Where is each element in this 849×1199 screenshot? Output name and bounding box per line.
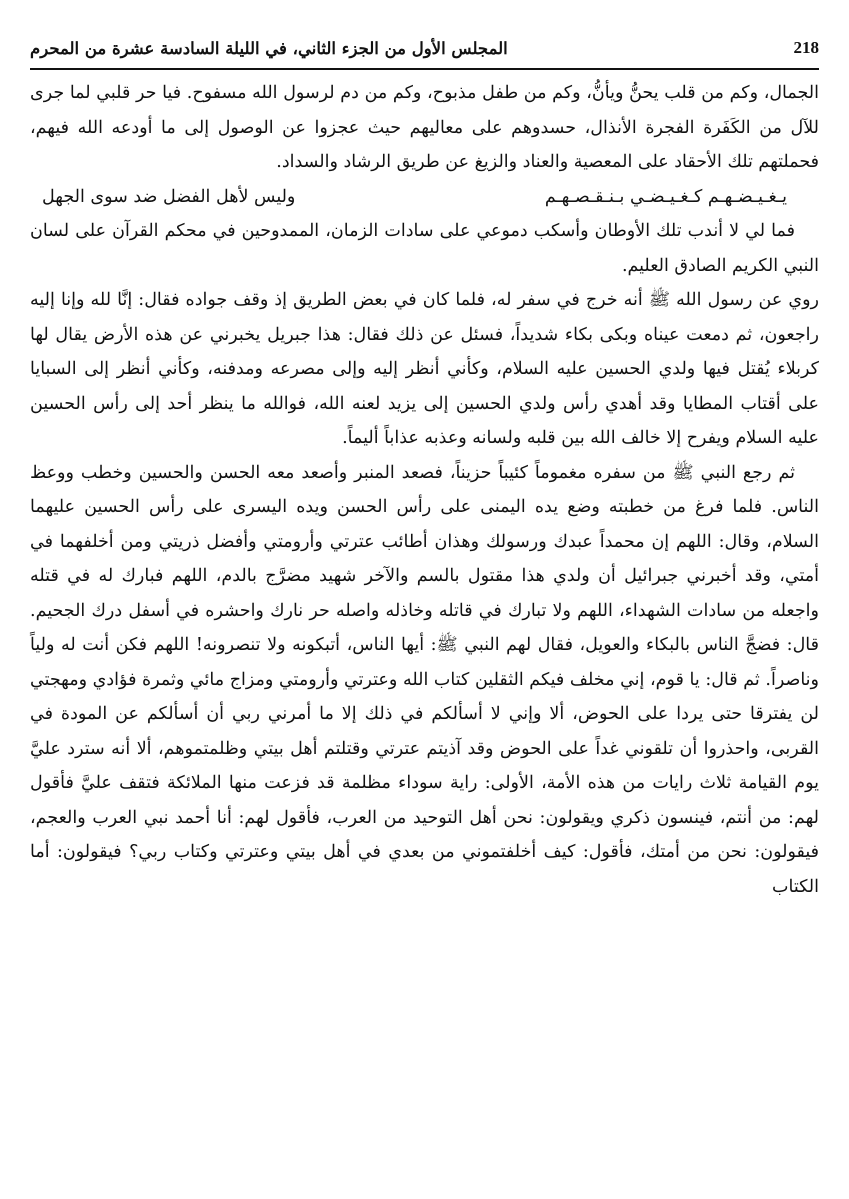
paragraph-3: روي عن رسول الله ﷺ أنه خرج في سفر له، فلما كان في بعض الطريق إذ وقف جواده فقال: إنَّا لله وإنا إليه راجعون، ثم دمعت عيناه وبكى بكاء شديداً، فسئل عن ذلك فقال: هذا جبريل يخبرني عن هذه الأرض يقال لها كربلاء يُقتل فيها ولدي الحسين عليه السلام، وكأني أنظر إليه وإلى مصرعه ومدفنه، وكأني أنظر إلى السبايا على أقتاب المطايا وقد أهدي رأس ولدي الحسين إلى يزيد لعنه الله، فوالله ما ينظر أحد إلى رأس الحسين عليه السلام ويفرح إلا خالف الله بين قلبه ولسانه وعذبه عذاباً أليماً. bbox=[30, 290, 819, 448]
page-number: 218 bbox=[793, 38, 819, 57]
verse-first-hemistich: يـغـيـضـهـم كـغـيـضـي بـنـقـصـهـم bbox=[544, 186, 787, 207]
page-header bbox=[30, 28, 819, 70]
paragraph-4: ثم رجع النبي ﷺ من سفره مغموماً كئيباً حزيناً، فصعد المنبر وأصعد معه الحسن والحسين وخطب ووعظ الناس. فلما فرغ من خطبته وضع يده اليمنى على رأس الحسن ويده اليسرى على رأس الحسين عليهما السلام، وقال: اللهم إن محمداً عبدك ورسولك وهذان أطائب عترتي وأرومتي وأفضل ذريتي ومن أخلفهما في أمتي، وقد أخبرني جبرائيل أن ولدي هذا مقتول بالسم والآخر شهيد مضرَّج بالدم، اللهم فبارك له في قتله واجعله من سادات الشهداء، اللهم ولا تبارك في قاتله وخاذله واصله حر نارك واحشره في أسفل درك الجحيم. قال: فضجَّ الناس بالبكاء والعويل، فقال لهم النبي ﷺ: أيها الناس، أتبكونه ولا تنصرونه! اللهم فكن أنت له ولياً وناصراً. ثم قال: يا قوم، إني مخلف فيكم الثقلين كتاب الله وعترتي وأرومتي ومزاج مائي وثمرة فؤادي ومهجتي لن يفترقا حتى يردا على الحوض، ألا وإني لا أسألكم في ذلك إلا ما أمرني ربي أن أسألكم عن المودة في القربى، واحذروا أن تلقوني غداً على الحوض وقد آذيتم عترتي وقتلتم أهل بيتي وظلمتموهم، ألا أنه سترد عليَّ يوم القيامة ثلاث رايات من هذه الأمة، الأولى: راية سوداء مظلمة قد فزعت منها الملائكة فتقف عليَّ فأقول لهم: من أنتم، فينسون ذكري ويقولون: نحن أهل التوحيد من العرب، فأقول لهم: أنا أحمد نبي العرب والعجم، فيقولون: نحن من أمتك، فأقول: كيف أخلفتموني من بعدي في أهل بيتي وعترتي وكتاب ربي؟ فيقولون: أما الكتاب bbox=[30, 462, 819, 897]
verse-second-hemistich: وليس لأهل الفضل ضد سوى الجهل bbox=[42, 186, 296, 207]
paragraph-2: فما لي لا أندب تلك الأوطان وأسكب دموعي على سادات الزمان، الممدوحين في محكم القرآن على لسان النبي الكريم الصادق العليم. bbox=[30, 221, 819, 276]
poetry-verse bbox=[30, 180, 819, 215]
running-title: المجلس الأول من الجزء الثاني، في الليلة السادسة عشرة من المحرم bbox=[30, 38, 508, 58]
paragraph-1: الجمال، وكم من قلب يحنُّ ويأنُّ، وكم من طفل مذبوح، وكم من دم لرسول الله مسفوح. فيا حر قلبي لما جرى للآل من الكَفَرة الفجرة الأنذال، حسدوهم على معاليهم حيث عجزوا عن الوصول إلى ما أودعه الله فيهم، فحملتهم تلك الأحقاد على المعصية والعناد والزيغ عن طريق الرشاد والسداد. bbox=[30, 83, 819, 172]
page-body bbox=[30, 76, 819, 904]
